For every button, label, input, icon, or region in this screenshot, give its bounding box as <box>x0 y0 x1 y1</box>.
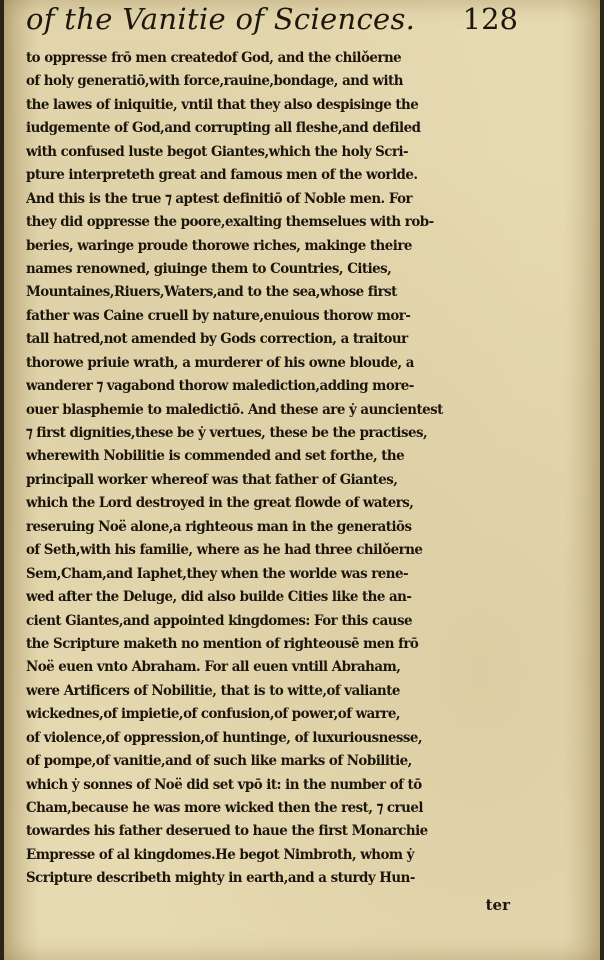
text-line: of violence,of oppression,of huntinge, of luxuriousnesse, <box>26 728 423 746</box>
text-line: tall hatred,not amended by Gods correction, a traitour <box>26 330 408 348</box>
text-line: Noë euen vnto Abraham. For all euen vntill Abraham, <box>26 658 401 676</box>
text-line: were Artificers of Nobilitie, that is to witte,of valiante <box>26 681 400 699</box>
text-line: Sem,Cham,and Iaphet,they when the worlde was rene- <box>26 564 409 582</box>
text-line: father was Caine cruell by nature,enuious thorow mor- <box>26 306 411 324</box>
text-line: wherewith Nobilitie is commended and set forthe, the <box>26 447 405 465</box>
text-line: they did oppresse the poore,exalting themselues with rob- <box>26 213 434 231</box>
text-line: beries, waringe proude thorowe riches, makinge theire <box>26 236 412 254</box>
catchword: ter <box>485 896 510 914</box>
text-line: wanderer ⁊ vagabond thorow malediction,adding more- <box>26 377 414 395</box>
text-line: cient Giantes,and appointed kingdomes: For this cause <box>26 611 413 629</box>
page-header <box>26 2 586 42</box>
book-page <box>4 0 600 960</box>
text-line: wickednes,of impietie,of confusion,of power,of warre, <box>26 705 401 723</box>
text-line: the lawes of iniquitie, vntil that they also despisinge the <box>26 95 419 113</box>
text-line: of Seth,with his familie, where as he had three chilǒerne <box>26 541 423 559</box>
text-line: towardes his father deserued to haue the first Monarchie <box>26 822 428 840</box>
text-line: pture interpreteth great and famous men of the worlde. <box>26 166 418 184</box>
body-text <box>26 46 518 890</box>
text-line: Scripture describeth mighty in earth,and a sturdy Hun- <box>26 869 415 887</box>
text-line: principall worker whereof was that father of Giantes, <box>26 470 398 488</box>
text-line: Empresse of al kingdomes.He begot Nimbroth, whom ẏ <box>26 845 414 863</box>
text-line: ouer blasphemie to maledictiō. And these are ẏ auncientest <box>26 400 443 418</box>
text-line: thorowe priuie wrath, a murderer of his owne bloude, a <box>26 353 414 371</box>
text-line: names renowned, giuinge them to Countries, Cities, <box>26 259 392 277</box>
text-line: with confused luste begot Giantes,which the holy Scri- <box>26 142 409 160</box>
text-line: Cham,because he was more wicked then the rest, ⁊ cruel <box>26 799 423 816</box>
text-line: iudgemente of God,and corrupting all fleshe,and defiled <box>26 119 421 137</box>
text-line: And this is the true ⁊ aptest definitiō of Noble men. For <box>26 189 413 207</box>
text-line: ⁊ first dignities,these be ẏ vertues, these be the practises, <box>26 424 428 441</box>
text-line: to oppresse frō men createdof God, and the chilǒerne <box>26 49 402 66</box>
text-line: Mountaines,Riuers,Waters,and to the sea,whose first <box>26 283 397 301</box>
text-line: the Scripture maketh no mention of righteousē men frō <box>26 634 419 652</box>
text-line: of pompe,of vanitie,and of such like marks of Nobilitie, <box>26 752 412 770</box>
text-line: which the Lord destroyed in the great flowde of waters, <box>26 494 414 512</box>
running-title: of the Vanitie of Sciences. <box>26 2 416 36</box>
page-number: 128 <box>462 2 518 36</box>
text-line: reseruing Noë alone,a righteous man in the generatiōs <box>26 517 412 535</box>
text-line: wed after the Deluge, did also builde Cities like the an- <box>26 588 412 606</box>
text-line: which ẏ sonnes of Noë did set vpō it: in the number of tō <box>26 775 422 793</box>
text-line: of holy generatiō,with force,rauine,bondage, and with <box>26 72 403 90</box>
